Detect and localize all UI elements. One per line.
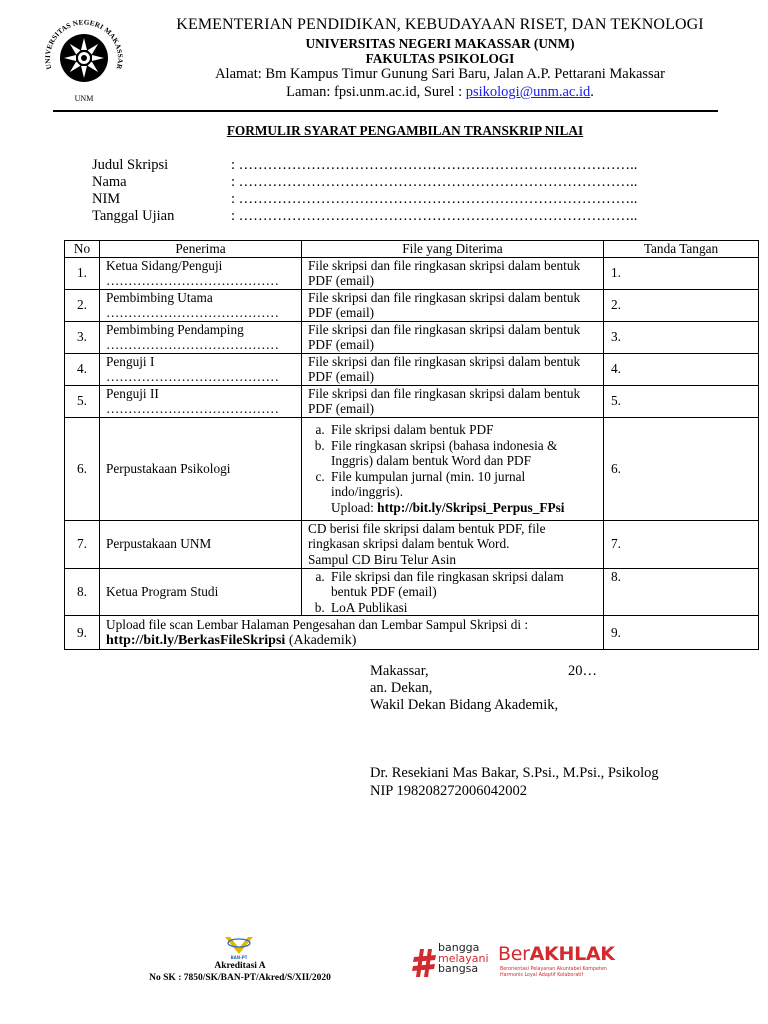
requirements-table xyxy=(64,240,759,650)
row-recipient xyxy=(100,289,302,321)
field-name xyxy=(92,174,712,191)
signature-on-behalf: an. Dekan, xyxy=(370,680,433,696)
row-signature[interactable]: 3. xyxy=(604,321,759,353)
form-title: FORMULIR SYARAT PENGAMBILAN TRANSKRIP NILAI xyxy=(226,123,584,138)
berakhlak-main: AKHLAK xyxy=(529,943,615,965)
accreditation-text xyxy=(120,960,360,984)
berakhlak-values xyxy=(500,967,622,979)
row-recipient xyxy=(100,353,302,385)
website-suffix: . xyxy=(590,84,594,100)
signature-year[interactable]: 20… xyxy=(568,663,597,679)
row-file xyxy=(302,520,604,568)
upload-link[interactable]: http://bit.ly/BerkasFileSkripsi xyxy=(106,633,286,648)
field-value[interactable]: : ……………………………………………………………………….. xyxy=(231,208,638,224)
table-row xyxy=(65,568,759,616)
bangga-line-1: bangga xyxy=(438,941,480,954)
list-item: a. File skripsi dalam bentuk PDF xyxy=(328,422,597,438)
bangga-melayani-text xyxy=(438,943,489,975)
recipient-label: Pembimbing Utama xyxy=(106,289,213,305)
table-row xyxy=(65,257,759,289)
table-row xyxy=(65,385,759,417)
table-row xyxy=(65,321,759,353)
address: Alamat: Bm Kampus Timur Gunung Sari Baru, Jalan A.P. Pettarani Makassar xyxy=(215,66,665,82)
field-nim xyxy=(92,191,712,208)
berakhlak-logo xyxy=(498,937,624,983)
row-recipient xyxy=(100,385,302,417)
accreditation-logo xyxy=(222,934,256,960)
email-link[interactable]: psikologi@unm.ac.id xyxy=(465,84,591,100)
list-item xyxy=(328,469,597,516)
table-row xyxy=(65,520,759,568)
field-exam-date xyxy=(92,208,712,225)
file-list xyxy=(308,422,597,515)
row-no: 3. xyxy=(65,321,100,353)
upload-instruction: Upload file scan Lembar Halaman Pengesahan dan Lembar Sampul Skripsi di : xyxy=(106,616,529,632)
signatory-name: Dr. Resekiani Mas Bakar, S.Psi., M.Psi., Psikolog xyxy=(370,765,659,781)
row-file xyxy=(302,417,604,520)
row-signature[interactable]: 5. xyxy=(604,385,759,417)
file-list xyxy=(308,569,597,616)
row-upload-info xyxy=(100,616,604,650)
recipient-label: Ketua Sidang/Penguji xyxy=(106,257,223,273)
row-signature[interactable]: 4. xyxy=(604,353,759,385)
row-signature[interactable]: 6. xyxy=(604,417,759,520)
field-value[interactable]: : ……………………………………………………………………….. xyxy=(231,191,638,207)
header-signature: Tanda Tangan xyxy=(604,241,759,258)
berakhlak-prefix: Ber xyxy=(498,943,530,965)
logo-bottom-text: UNM xyxy=(74,94,94,103)
recipient-name-blank[interactable]: ………………………………… xyxy=(106,305,279,320)
accreditation-decree: No SK : 7850/SK/BAN-PT/Akred/S/XII/2020 xyxy=(149,973,331,983)
row-file: File skripsi dan file ringkasan skripsi dalam bentuk PDF (email) xyxy=(302,321,604,353)
berakhlak-values-line-2: Harmonis Loyal Adaptif Kolaboratif xyxy=(500,973,584,978)
faculty-name: FAKULTAS PSIKOLOGI xyxy=(365,51,515,66)
row-recipient xyxy=(100,321,302,353)
accreditation-logo-text: BAN-PT xyxy=(230,955,248,960)
bangga-line-3: bangsa xyxy=(438,962,479,975)
row-signature[interactable]: 9. xyxy=(604,616,759,650)
accreditation-grade: Akreditasi A xyxy=(214,961,266,971)
upload-link[interactable]: http://bit.ly/Skripsi_Perpus_FPsi xyxy=(377,499,565,515)
recipient-name-blank[interactable]: ………………………………… xyxy=(106,401,279,416)
row-file: File skripsi dan file ringkasan skripsi dalam bentuk PDF (email) xyxy=(302,385,604,417)
field-label: Nama xyxy=(92,174,127,190)
row-no: 9. xyxy=(65,616,100,650)
upload-suffix: (Akademik) xyxy=(285,633,357,648)
recipient-name-blank[interactable]: ………………………………… xyxy=(106,369,279,384)
list-item: b. LoA Publikasi xyxy=(328,600,597,616)
bangga-melayani-logo xyxy=(412,943,498,983)
header-file: File yang Diterima xyxy=(302,241,604,258)
field-thesis-title xyxy=(92,157,712,174)
table-row xyxy=(65,353,759,385)
logo-ring-text: UNIVERSITAS NEGERI MAKASSAR xyxy=(43,18,125,71)
table-row xyxy=(65,417,759,520)
row-no: 2. xyxy=(65,289,100,321)
table-header-row xyxy=(65,241,759,258)
website-prefix: Laman: fpsi.unm.ac.id, Surel : xyxy=(286,84,466,100)
recipient-label: Penguji I xyxy=(106,353,155,369)
header-recipient: Penerima xyxy=(100,241,302,258)
bangga-line-2: melayani xyxy=(438,951,489,965)
recipient-name-blank[interactable]: ………………………………… xyxy=(106,273,279,288)
field-label: NIM xyxy=(92,191,121,207)
recipient-label: Pembimbing Pendamping xyxy=(106,321,244,337)
row-no: 4. xyxy=(65,353,100,385)
list-item: b. File ringkasan skripsi (bahasa indonesia & Inggris) dalam bentuk Word dan PDF xyxy=(328,438,597,469)
field-value[interactable]: : ……………………………………………………………………….. xyxy=(231,157,638,173)
row-signature[interactable]: 1. xyxy=(604,257,759,289)
recipient-name-blank[interactable]: ………………………………… xyxy=(106,337,279,352)
file-text: CD berisi file skripsi dalam bentuk PDF, file ringkasan skripsi dalam bentuk Word. xyxy=(308,520,546,552)
university-name: UNIVERSITAS NEGERI MAKASSAR (UNM) xyxy=(305,36,575,51)
row-signature[interactable]: 8. xyxy=(604,568,759,616)
berakhlak-title xyxy=(498,943,615,965)
row-no: 8. xyxy=(65,568,100,616)
row-file: File skripsi dan file ringkasan skripsi dalam bentuk PDF (email) xyxy=(302,257,604,289)
berakhlak-values-line-1: Berorientasi Pelayanan Akuntabel Kompeten xyxy=(500,967,607,972)
row-file xyxy=(302,568,604,616)
row-file: File skripsi dan file ringkasan skripsi dalam bentuk PDF (email) xyxy=(302,353,604,385)
row-recipient: Ketua Program Studi xyxy=(100,568,302,616)
website-line xyxy=(130,84,750,101)
recipient-label: Penguji II xyxy=(106,385,159,401)
upload-label: Upload: xyxy=(331,499,378,515)
university-logo xyxy=(38,12,130,104)
row-signature[interactable]: 2. xyxy=(604,289,759,321)
row-recipient: Perpustakaan UNM xyxy=(100,520,302,568)
signatory-nip: NIP 198208272006042002 xyxy=(370,783,527,799)
row-no: 1. xyxy=(65,257,100,289)
list-item: a. File skripsi dan file ringkasan skripsi dalam bentuk PDF (email) xyxy=(328,569,597,600)
row-no: 6. xyxy=(65,417,100,520)
table-row xyxy=(65,616,759,650)
row-file: File skripsi dan file ringkasan skripsi dalam bentuk PDF (email) xyxy=(302,289,604,321)
signature-place: Makassar, xyxy=(370,663,429,679)
field-label: Judul Skripsi xyxy=(92,157,169,173)
file-text-2: Sampul CD Biru Telur Asin xyxy=(308,551,457,567)
hashtag-icon xyxy=(412,943,438,983)
signature-role: Wakil Dekan Bidang Akademik, xyxy=(370,697,559,713)
ministry-name: KEMENTERIAN PENDIDIKAN, KEBUDAYAAN RISET, DAN TEKNOLOGI xyxy=(176,16,704,33)
row-no: 7. xyxy=(65,520,100,568)
header-no: No xyxy=(65,241,100,258)
field-value[interactable]: : ……………………………………………………………………….. xyxy=(231,174,638,190)
list-item-text: File kumpulan jurnal (min. 10 jurnal indo/inggris). xyxy=(331,468,526,499)
row-recipient xyxy=(100,257,302,289)
field-label: Tanggal Ujian xyxy=(92,208,175,224)
header-divider xyxy=(53,110,718,112)
table-row xyxy=(65,289,759,321)
row-signature[interactable]: 7. xyxy=(604,520,759,568)
row-no: 5. xyxy=(65,385,100,417)
row-recipient: Perpustakaan Psikologi xyxy=(100,417,302,520)
